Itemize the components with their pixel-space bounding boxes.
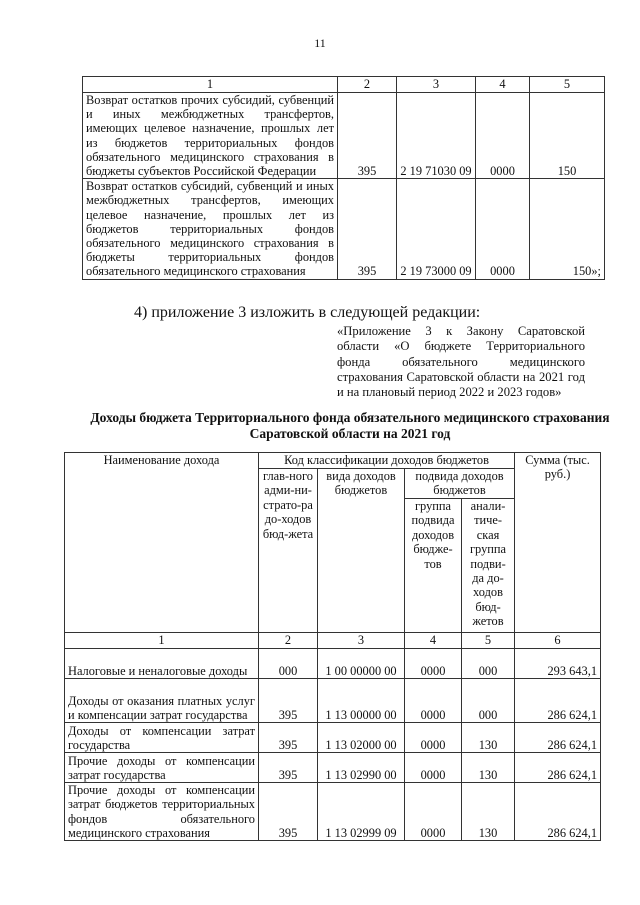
table-row (65, 679, 601, 723)
analytic-code: 130 (462, 723, 515, 753)
group-code: 0000 (405, 679, 462, 723)
income-name: Возврат остатков субсидий, субвенций и иных межбюджетных трансфертов, имеющих целевое назначение, прошлых лет из бюджетов территориальных фондов обязательного медицинского страхования в бюджеты территориальных фондов обязательного медицинского страхования (83, 179, 338, 279)
column-index: 1 (83, 77, 338, 93)
column-index: 5 (462, 633, 515, 649)
header-analytic: анали-тиче-ская группа подви-да до-ходов бюд-жетов (462, 499, 515, 633)
group-code: 0000 (476, 179, 530, 279)
analytic-code: 000 (462, 649, 515, 679)
table-row (65, 753, 601, 783)
table-index-row (83, 77, 605, 93)
table-title-line: Доходы бюджета Территориального фонда обязательного медицинского страхования (90, 410, 610, 425)
header-row (65, 453, 601, 469)
income-code: 1 13 00000 00 (318, 679, 405, 723)
column-index: 3 (397, 77, 476, 93)
sum-value: 293 643,1 (515, 649, 601, 679)
admin-code: 395 (259, 679, 318, 723)
revenue-table (64, 452, 601, 841)
column-index: 4 (405, 633, 462, 649)
header-admin: глав-ного адми-ни-страто-ра до-ходов бюд-жета (259, 469, 318, 633)
sum-value: 286 624,1 (515, 783, 601, 841)
column-index: 6 (515, 633, 601, 649)
column-index: 4 (476, 77, 530, 93)
table-row (65, 783, 601, 841)
table-row (83, 93, 605, 179)
income-code: 1 00 00000 00 (318, 649, 405, 679)
table-row (65, 649, 601, 679)
table-index-row (65, 633, 601, 649)
header-income-name: Наименование дохода (65, 453, 259, 633)
page-number: 11 (314, 36, 326, 50)
income-name: Доходы от компенсации затрат государства (65, 723, 259, 753)
amendment-paragraph: 4) приложение 3 изложить в следующей редакции: (134, 304, 481, 321)
analytic-code: 130 (462, 783, 515, 841)
analytic-code: 130 (462, 753, 515, 783)
table-title (60, 410, 640, 442)
group-code: 0000 (405, 649, 462, 679)
table-row (83, 179, 605, 279)
admin-code: 395 (259, 783, 318, 841)
income-name: Налоговые и неналоговые доходы (65, 649, 259, 679)
analytic-code: 150»; (530, 179, 605, 279)
sum-value: 286 624,1 (515, 723, 601, 753)
income-name: Прочие доходы от компенсации затрат бюджетов территориальных фондов обязательного медицинского страхования (65, 783, 259, 841)
admin-code: 395 (259, 723, 318, 753)
sum-value: 286 624,1 (515, 753, 601, 783)
column-index: 5 (530, 77, 605, 93)
group-code: 0000 (476, 93, 530, 179)
group-code: 0000 (405, 753, 462, 783)
group-code: 0000 (405, 723, 462, 753)
table-title-line: Саратовской области на 2021 год (249, 426, 451, 441)
income-code: 1 13 02990 00 (318, 753, 405, 783)
admin-code: 395 (338, 93, 397, 179)
column-index: 2 (259, 633, 318, 649)
income-code: 2 19 71030 09 (397, 93, 476, 179)
column-index: 2 (338, 77, 397, 93)
continued-revenue-table (82, 76, 605, 280)
header-type: вида доходов бюджетов (318, 469, 405, 633)
header-subtype: подвида доходов бюджетов (405, 469, 515, 499)
header-sum: Сумма (тыс. руб.) (515, 453, 601, 633)
admin-code: 000 (259, 649, 318, 679)
column-index: 3 (318, 633, 405, 649)
sum-value: 286 624,1 (515, 679, 601, 723)
group-code: 0000 (405, 783, 462, 841)
analytic-code: 000 (462, 679, 515, 723)
income-name: Прочие доходы от компенсации затрат государства (65, 753, 259, 783)
header-code-group: Код классификации доходов бюджетов (259, 453, 515, 469)
income-code: 2 19 73000 09 (397, 179, 476, 279)
column-index: 1 (65, 633, 259, 649)
income-code: 1 13 02999 09 (318, 783, 405, 841)
income-name: Доходы от оказания платных услуг и компенсации затрат государства (65, 679, 259, 723)
admin-code: 395 (259, 753, 318, 783)
admin-code: 395 (338, 179, 397, 279)
analytic-code: 150 (530, 93, 605, 179)
income-name: Возврат остатков прочих субсидий, субвенций и иных межбюджетных трансфертов, имеющих целевое назначение, прошлых лет из бюджетов территориальных фондов обязательного медицинского страхования в бюджеты субъектов Российской Федерации (83, 93, 338, 179)
header-group: группа подвида доходов бюдже-тов (405, 499, 462, 633)
appendix-reference: «Приложение 3 к Закону Саратовской области «О бюджете Территориального фонда обязательного медицинского страхования Саратовской области на 2021 год и на плановый период 2022 и 2023 годов» (337, 324, 585, 400)
table-row (65, 723, 601, 753)
income-code: 1 13 02000 00 (318, 723, 405, 753)
